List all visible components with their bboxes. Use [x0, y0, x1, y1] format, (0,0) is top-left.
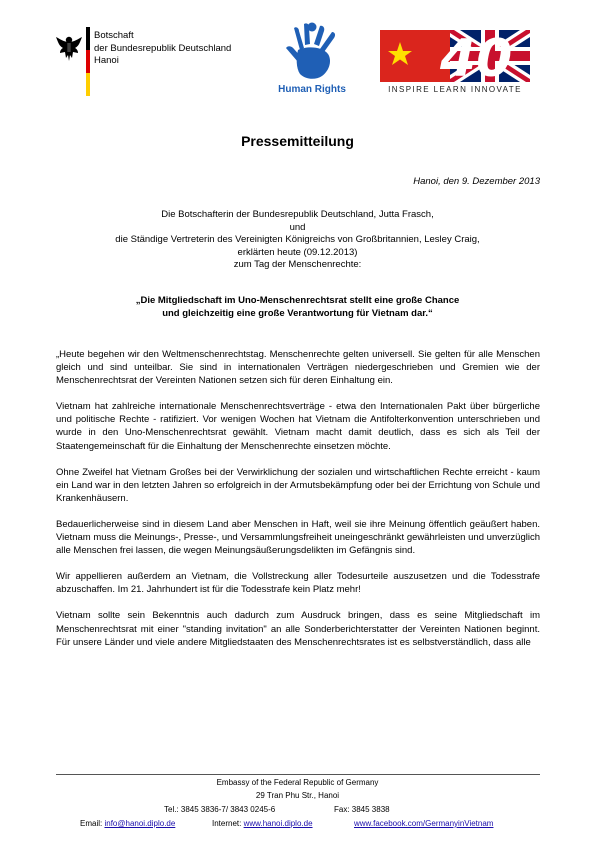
document-date: Hanoi, den 9. Dezember 2013 — [413, 176, 540, 187]
intro-line-5: zum Tag der Menschenrechte: — [233, 259, 362, 271]
footer-address: 29 Tran Phu Str., Hanoi — [255, 791, 340, 800]
logo-40-text: 40 — [440, 30, 513, 82]
footer-email-link[interactable]: info@hanoi.diplo.de — [104, 819, 176, 828]
body-text — [56, 348, 540, 662]
quote-headline — [40, 295, 555, 320]
page-title: Pressemitteilung — [241, 133, 354, 149]
footer-fax: Fax: 3845 3838 — [334, 805, 390, 814]
intro-line-3: die Ständige Vertreterin des Vereinigten Königreichs von Großbritannien, Lesley Craig, — [115, 234, 480, 246]
embassy-line-2: der Bundesrepublik Deutschland — [94, 42, 232, 54]
paragraph: Bedauerlicherweise sind in diesem Land aber Menschen in Haft, weil sie ihre Meinung öffentlich geäußert haben. Vietnam muss die Meinungs-, Presse-, und Versammlungsfreiheit uneingeschränkt gewährleisten und unverzüglich alle Menschen frei lassen, die wegen Meinungsäußerungsdelikten im Gefängnis sind. — [56, 518, 540, 557]
quote-line-2: und gleichzeitig eine große Verantwortung für Vietnam dar.“ — [162, 307, 433, 319]
paragraph: Vietnam hat zahlreiche internationale Menschenrechtsverträge - etwa den Internationalen Pakt über bürgerliche und politische Rechte - ratifiziert. Vor wenigen Wochen hat Vietnam die Antifolterkonvention unterschrieben und wurde in den Uno-Menschenrechtsrat gewählt. Vietnam macht damit deutlich, dass es sich als Teil der Staatengemeinschaft für die Einhaltung der Menschenrechte einsetzen möchte. — [56, 401, 540, 452]
human-rights-caption: Human Rights — [278, 84, 346, 95]
intro-line-1: Die Botschafterin der Bundesrepublik Deutschland, Jutta Frasch, — [161, 209, 434, 220]
footer-internet-group — [212, 817, 313, 830]
paragraph: Wir appellieren außerdem an Vietnam, die Vollstreckung aller Todesurteile auszusetzen und die Todesstrafe abzuschaffen. Im 21. Jahrhundert ist für die Todesstrafe kein Platz mehr! — [56, 571, 540, 596]
human-rights-hand-icon — [282, 22, 342, 82]
flag-stripe-red — [86, 50, 90, 73]
embassy-name — [94, 30, 231, 68]
flag-stripe-gold — [86, 73, 90, 96]
german-flag-bar — [86, 27, 90, 96]
quote-line-1: „Die Mitgliedschaft im Uno-Menschenrechtsrat stellt eine große Chance — [135, 295, 460, 306]
footer-internet-label: Internet: — [212, 819, 242, 828]
intro-line-2: und — [289, 221, 306, 233]
embassy-line-1: Botschaft — [94, 30, 134, 41]
footer-tel: Tel.: 3845 3836-7/ 3843 0245-6 — [164, 805, 276, 814]
paragraph: Ohne Zweifel hat Vietnam Großes bei der Verwirklichung der sozialen und wirtschaftlichen Rechte erreicht - kaum ein Land war in den letzten Jahren so erfolgreich in der Armutsbekämpfung oder bei der Errichtung von Schule und Krankenhäusern. — [56, 466, 540, 504]
footer-divider — [56, 774, 540, 775]
footer-facebook-group — [354, 817, 493, 830]
federal-eagle-icon — [54, 33, 84, 63]
footer-email-group — [80, 817, 175, 830]
intro-block — [40, 209, 555, 272]
footer-email-label: Email: — [80, 819, 103, 828]
footer-internet-link[interactable]: www.hanoi.diplo.de — [243, 819, 313, 828]
uk-logo-caption: INSPIRE LEARN INNOVATE — [388, 85, 522, 94]
footer-facebook-link[interactable]: www.facebook.com/GermanyinVietnam — [354, 819, 494, 828]
embassy-line-3: Hanoi — [94, 55, 119, 66]
paragraph: Vietnam sollte sein Bekenntnis auch dadurch zum Ausdruck bringen, dass es seine Mitgliedschaft im Menschenrechtsrat mit einer "standing invitation" an alle Sonderberichterstatter der Vereinten Nationen beginnt. Für unsere Länder und viele andere Mitgliedstaaten des Menschenrechtsrates ist es selbstverständlich, dass alle — [56, 610, 540, 648]
flag-stripe-black — [86, 27, 90, 50]
uk-vietnam-40-logo — [380, 30, 530, 94]
intro-line-4: erklärten heute (09.12.2013) — [237, 246, 358, 258]
uk-vietnam-flag-art — [380, 30, 530, 82]
footer-embassy-name: Embassy of the Federal Republic of Germany — [216, 778, 379, 787]
paragraph: „Heute begehen wir den Weltmenschenrechtstag. Menschenrechte gelten universell. Sie gelten für alle Menschen gleich und sind unteilbar. Sie sind in internationalen Verträgen niedergeschrieben und Gremien wie der Menschenrechtsrat der Vereinten Nationen setzen sich für deren Einhaltung ein. — [56, 349, 540, 387]
human-rights-logo — [272, 22, 352, 100]
